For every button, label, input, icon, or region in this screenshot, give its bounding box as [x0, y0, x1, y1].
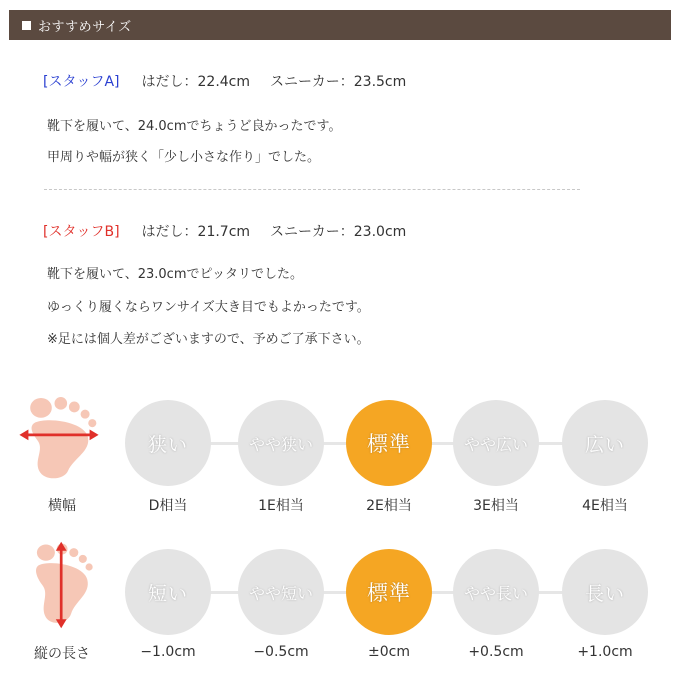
staff-b-tag: [スタッフB] [43, 224, 120, 240]
width-level-slightly-wide: やや広い [453, 400, 539, 486]
width-level-narrow: 狭い [125, 400, 211, 486]
staff-b-line [43, 221, 406, 241]
staff-a-sneaker: スニーカー：23.5cm [270, 74, 407, 90]
staff-a-tag: [スタッフA] [43, 74, 120, 90]
width-level-slightly-narrow: やや狭い [238, 400, 324, 486]
staff-a-barefoot: はだし：22.4cm [141, 74, 251, 90]
width-scale-label: 横幅 [48, 498, 76, 514]
width-value-5: 4E相当 [582, 498, 628, 514]
staff-a-line [43, 71, 406, 91]
length-value-1: −1.0cm [140, 644, 196, 660]
staff-b-barefoot: はだし：21.7cm [141, 224, 251, 240]
length-level-short: 短い [125, 549, 211, 635]
length-level-slightly-long: やや長い [453, 549, 539, 635]
staff-a-note-1: 靴下を履いて、24.0cmでちょうど良かったです。 [47, 119, 342, 134]
length-scale-label: 縦の長さ [34, 646, 90, 662]
length-level-long: 長い [562, 549, 648, 635]
width-value-4: 3E相当 [473, 498, 519, 514]
foot-length-icon [18, 540, 108, 630]
length-level-slightly-short: やや短い [238, 549, 324, 635]
section-title: おすすめサイズ [38, 19, 132, 35]
section-header [9, 10, 671, 40]
foot-width-icon [14, 393, 104, 483]
width-value-1: D相当 [148, 498, 188, 514]
header-square-icon [22, 21, 31, 30]
width-value-2: 1E相当 [258, 498, 304, 514]
dashed-divider [44, 189, 580, 190]
staff-b-note-2: ゆっくり履くならワンサイズ大き目でもよかったです。 [47, 300, 370, 315]
length-value-2: −0.5cm [253, 644, 309, 660]
length-value-3: ±0cm [368, 644, 410, 660]
length-level-standard: 標準 [346, 549, 432, 635]
width-level-standard: 標準 [346, 400, 432, 486]
length-value-5: +1.0cm [577, 644, 633, 660]
staff-b-sneaker: スニーカー：23.0cm [270, 224, 407, 240]
width-value-3: 2E相当 [366, 498, 412, 514]
length-value-4: +0.5cm [468, 644, 524, 660]
staff-b-note-1: 靴下を履いて、23.0cmでピッタリでした。 [47, 267, 303, 282]
staff-a-note-2: 甲周りや幅が狭く「少し小さな作り」でした。 [47, 150, 321, 165]
width-level-wide: 広い [562, 400, 648, 486]
staff-b-note-3: ※足には個人差がございますので、予めご了承下さい。 [47, 332, 370, 347]
